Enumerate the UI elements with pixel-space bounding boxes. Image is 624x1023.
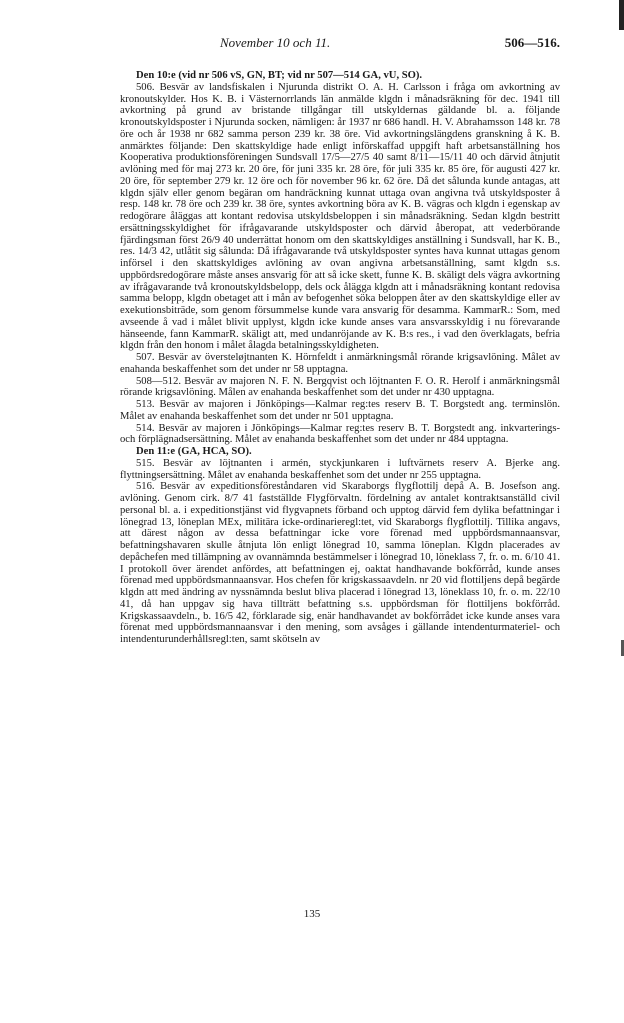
day-heading: Den 11:e (GA, HCA, SO). <box>136 446 252 457</box>
case-paragraph: 513. Besvär av majoren i Jönköpings—Kalmar reg:tes reserv B. T. Borgstedt ang. terminslön. Målet av enahanda beskaffenhet som det under nr 501 upptagna. <box>120 399 560 422</box>
document-body <box>120 70 560 646</box>
case-paragraph: 514. Besvär av majoren i Jönköpings—Kalmar reg:tes reserv B. T. Borgstedt ang. inkvarterings- och förplägnadsersättning. Målet av enahanda beskaffenhet som det under nr 484 upptagna. <box>120 422 560 446</box>
case-paragraph: 506. Besvär av landsfiskalen i Njurunda distrikt O. A. H. Carlsson i fråga om avkortning av kronoutskylder. Hos K. B. i Västernorrlands län anmälde klgdn i månadsräkning för dec. 1941 till avkortning på grund av bristande tillgångar till utskyldernas gäldande bl. a. följande kronoutskyldsposter i Njurunda socken, nämligen: år 1937 nr 686 handl. H. V. Abrahamsson 148 kr. 78 öre och år 1938 nr 682 samma person 239 kr. 38 öre. Vid avkortningslängdens granskning å K. B. anmärktes följande: Den skattskyldige hade enligt införskaffad uppgift haft arbetsanställning hos Kooperativa produktionsföreningen Sundsvall 17/5—27/5 40 samt 8/11—15/11 40 och därvid åtnjutit avlöning med för maj 273 kr. 20 öre, för juni 335 kr. 28 öre, för juli 335 kr. 85 öre, för augusti 427 kr. 20 öre, för september 279 kr. 12 öre och för november 96 kr. 62 öre. Då det sålunda kunde antagas, att klgdn själv eller genom begäran om handräckning kunnat uttaga ovan angivna två utskyldsposter å resp. 148 kr. 78 öre och 239 kr. 38 öre, syntes avkortning böra av K. B. vägras och klgdn i egenskap av redogörare åläggas att kontant redovisa utskyldsbeloppen i sin månadsräkning. Sedan klgdn bestritt ersättningsskyldighet för ifrågavarande utskyldsposter och därvid åberopat, att vederbörande fjärdingsman först 26/9 40 underrättat honom om den skattskyldiges anställning i Sundsvall, har K. B., res. 14/3 42, utlåtit sig sålunda: Då ifrågavarande två utskyldsposter syntes hava kunnat uttagas genom införsel i den skattskyldiges avlöning av ovan angivna arbetsanställning, samt klgdn s.s. uppbördsredogörare måste anses ansvarig för att så icke skett, funne K. B. skäligt dels vägra avkortning av ifrågavarande två kronoutskyldsbelopp, dels ock ålägga klgdn att i månadsräkning kontant redovisa samma belopp, klgdn obetaget att i mån av befogenhet söka beloppen åter av den skattskyldige eller av exekutionsbiträde, som genom försummelse kunde vara ansvarig för desamma. KammarR.: Som, med avseende å vad i målet blivit upplyst, klgdn icke kunde anses vara ansvarsskyldig i nu förevarande hänseende, fann KammarR. skäligt att, med undanröjande av K. B:s res., i vad den överklagats, befria klgdn från den honom i målet ålagda betalningsskyldigheten. <box>120 81 560 352</box>
header-case-range: 506—516. <box>504 35 560 50</box>
case-paragraph: 516. Besvär av expeditionsföreståndaren vid Skaraborgs flygflottilj depå A. B. Josefson ang. avlöning. Genom cirk. 8/7 41 fastställde Flygförvaltn. fördelning av antalet kontraktsanställd civil personal bl. a. i expeditionstjänst vid flygvapnets förband och upptog därvid fem dylika befattningar i lönegrad 13, löneplan MEx, militära icke-ordinarieregl:tet, vid Skaraborgs flygflottilj. Tillika angavs, att därest någon av dessa befattningar icke vore förenad med uppbördsmannaansvar, befattningshavaren skulle åtnjuta lön enligt lönegrad 10, samma löneplan. Klgdn placerades av depåchefen med tillämpning av ovannämnda bestämmelser i lönegrad 10, löneklass 7, fr. o. m. 6/10 41. I protokoll över ärendet anfördes, att befattningen ej, oaktat handhavande bokförråd, kunde anses förenad med uppbördsmannaansvar. Hos chefen för krigskassaavdeln. nr 20 vid flottiljens depå begärde klgdn att med ändring av nyssnämnda beslut bliva placerad i lönegrad 13, löneklass 10, fr. o. m. 22/10 41, då han uppgav sig hava tillträtt befattning s.s. uppbördsman för flottiljens bokförråd. Krigskassaavdeln., b. 16/5 42, förklarade sig, enär handhavandet av bokförrådet icke kunde anses vara förenat med uppbördsmannaansvar i den mening, som avsåges i gällande intendenturmateriel- och intendenturunderhållsregl:ten, samt skötseln av <box>120 481 560 645</box>
case-paragraph: 507. Besvär av översteløjtnanten K. Hörnfeldt i anmärkningsmål rörande krigsavlöning. Målet av enahanda beskaffenhet som det under nr 58 upptagna. <box>120 352 560 375</box>
page-number: 135 <box>303 908 321 920</box>
running-header <box>120 35 560 53</box>
scan-edge-mark <box>619 0 624 30</box>
day-heading: Den 10:e (vid nr 506 vS, GN, BT; vid nr 507—514 GA, vU, SO). <box>136 70 423 81</box>
header-date: November 10 och 11. <box>220 35 331 50</box>
case-paragraph: 515. Besvär av löjtnanten i armén, styckjunkaren i luftvärnets reserv A. Bjerke ang. flyttningsersättning. Målet av enahanda beskaffenhet som det under nr 255 upptagna. <box>120 457 560 481</box>
case-paragraph: 508—512. Besvär av majoren N. F. N. Bergqvist och löjtnanten F. O. R. Herolf i anmärkningsmål rörande krigsavlöning. Målen av enahanda beskaffenhet som det under nr 430 upptagna. <box>120 375 560 399</box>
